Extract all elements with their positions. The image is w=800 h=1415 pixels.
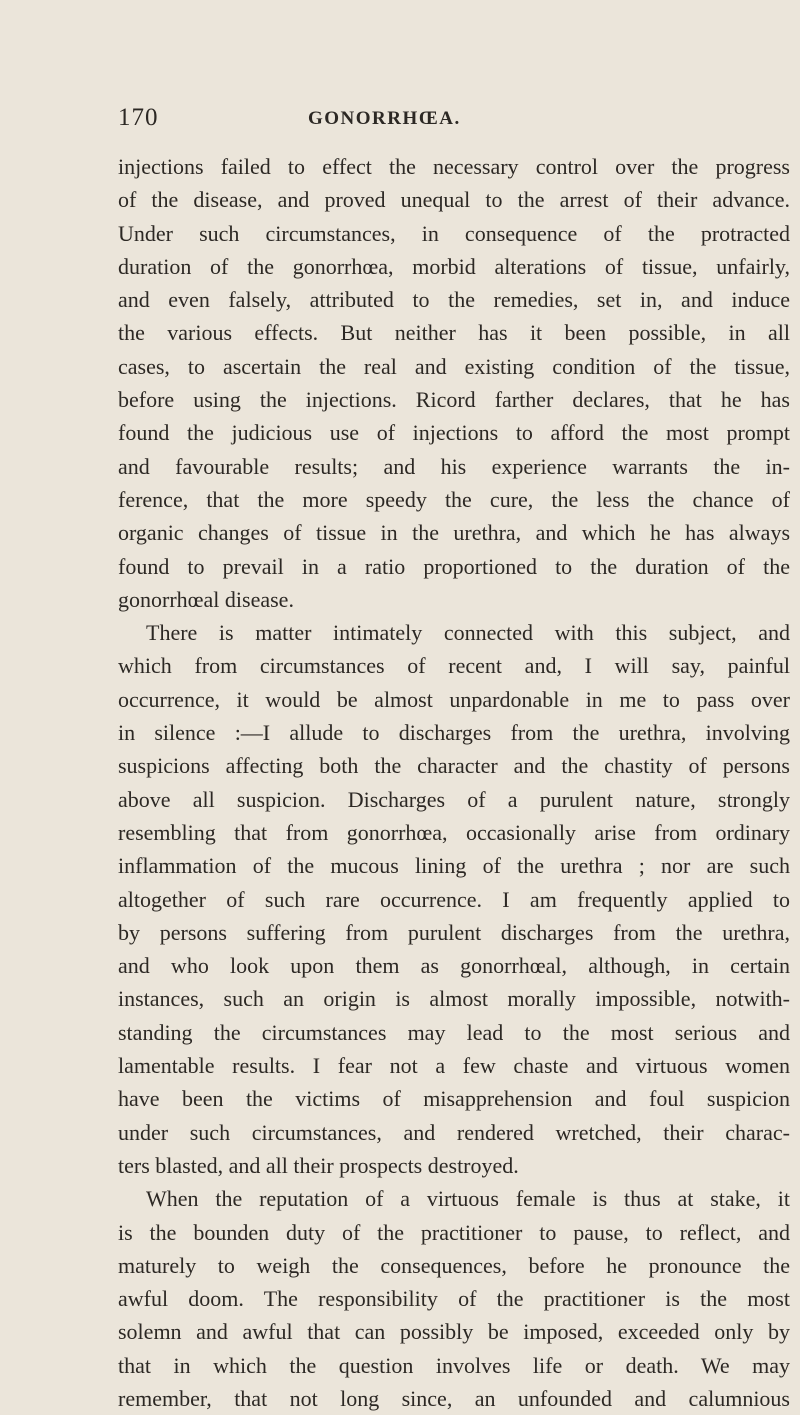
- paragraph: [118, 616, 790, 1182]
- paragraph: [118, 1182, 790, 1415]
- text-line: instances, such an origin is almost morally impossible, notwith-: [118, 986, 790, 1012]
- page-number: 170: [118, 104, 159, 131]
- text-line: and favourable results; and his experience warrants the in-: [118, 453, 790, 479]
- paragraph: [118, 150, 790, 616]
- text-line: awful doom. The responsibility of the practitioner is the most: [118, 1286, 790, 1312]
- text-line: duration of the gonorrhœa, morbid alterations of tissue, unfairly,: [118, 253, 790, 279]
- text-line: by persons suffering from purulent discharges from the urethra,: [118, 919, 790, 945]
- running-head: GONORRHŒA.: [308, 108, 461, 129]
- text-line: solemn and awful that can possibly be imposed, exceeded only by: [118, 1319, 790, 1345]
- text-line: and who look upon them as gonorrhœal, although, in certain: [118, 953, 790, 979]
- text-line: gonorrhœal disease.: [118, 586, 294, 612]
- text-line: the various effects. But neither has it been possible, in all: [118, 320, 790, 346]
- text-line: When the reputation of a virtuous female is thus at stake, it: [146, 1186, 790, 1212]
- text-line: occurrence, it would be almost unpardonable in me to pass over: [118, 686, 790, 712]
- body-text: [118, 150, 790, 1415]
- text-line: maturely to weigh the consequences, before he pronounce the: [118, 1252, 790, 1278]
- text-line: organic changes of tissue in the urethra, and which he has always: [118, 520, 790, 546]
- text-line: under such circumstances, and rendered wretched, their charac-: [118, 1119, 790, 1145]
- text-line: ference, that the more speedy the cure, the less the chance of: [118, 486, 790, 512]
- text-line: which from circumstances of recent and, I will say, painful: [118, 653, 790, 679]
- text-line: cases, to ascertain the real and existing condition of the tissue,: [118, 353, 790, 379]
- text-line: before using the injections. Ricord farther declares, that he has: [118, 387, 790, 413]
- text-line: injections failed to effect the necessary control over the progress: [118, 154, 790, 179]
- text-line: found to prevail in a ratio proportioned to the duration of the: [118, 553, 790, 579]
- text-line: ters blasted, and all their prospects destroyed.: [118, 1152, 519, 1178]
- text-line: that in which the question involves life or death. We may: [118, 1352, 790, 1378]
- text-line: standing the circumstances may lead to the most serious and: [118, 1019, 790, 1045]
- page-header: [118, 104, 718, 134]
- text-line: is the bounden duty of the practitioner to pause, to reflect, and: [118, 1219, 790, 1245]
- text-line: suspicions affecting both the character and the chastity of persons: [118, 753, 790, 779]
- text-line: resembling that from gonorrhœa, occasionally arise from ordinary: [118, 819, 790, 845]
- text-line: above all suspicion. Discharges of a purulent nature, strongly: [118, 786, 790, 812]
- text-line: lamentable results. I fear not a few chaste and virtuous women: [118, 1053, 790, 1079]
- text-line: altogether of such rare occurrence. I am frequently applied to: [118, 886, 790, 912]
- text-line: of the disease, and proved unequal to the arrest of their advance.: [118, 187, 790, 213]
- text-line: inflammation of the mucous lining of the urethra ; nor are such: [118, 853, 790, 879]
- text-line: in silence :—I allude to discharges from the urethra, involving: [118, 720, 790, 746]
- text-line: Under such circumstances, in consequence of the protracted: [118, 220, 790, 246]
- text-line: and even falsely, attributed to the remedies, set in, and induce: [118, 287, 790, 313]
- text-line: There is matter intimately connected with this subject, and: [146, 620, 790, 646]
- text-line: remember, that not long since, an unfounded and calumnious: [118, 1385, 790, 1411]
- text-line: have been the victims of misapprehension and foul suspicion: [118, 1086, 790, 1112]
- text-line: found the judicious use of injections to afford the most prompt: [118, 420, 790, 446]
